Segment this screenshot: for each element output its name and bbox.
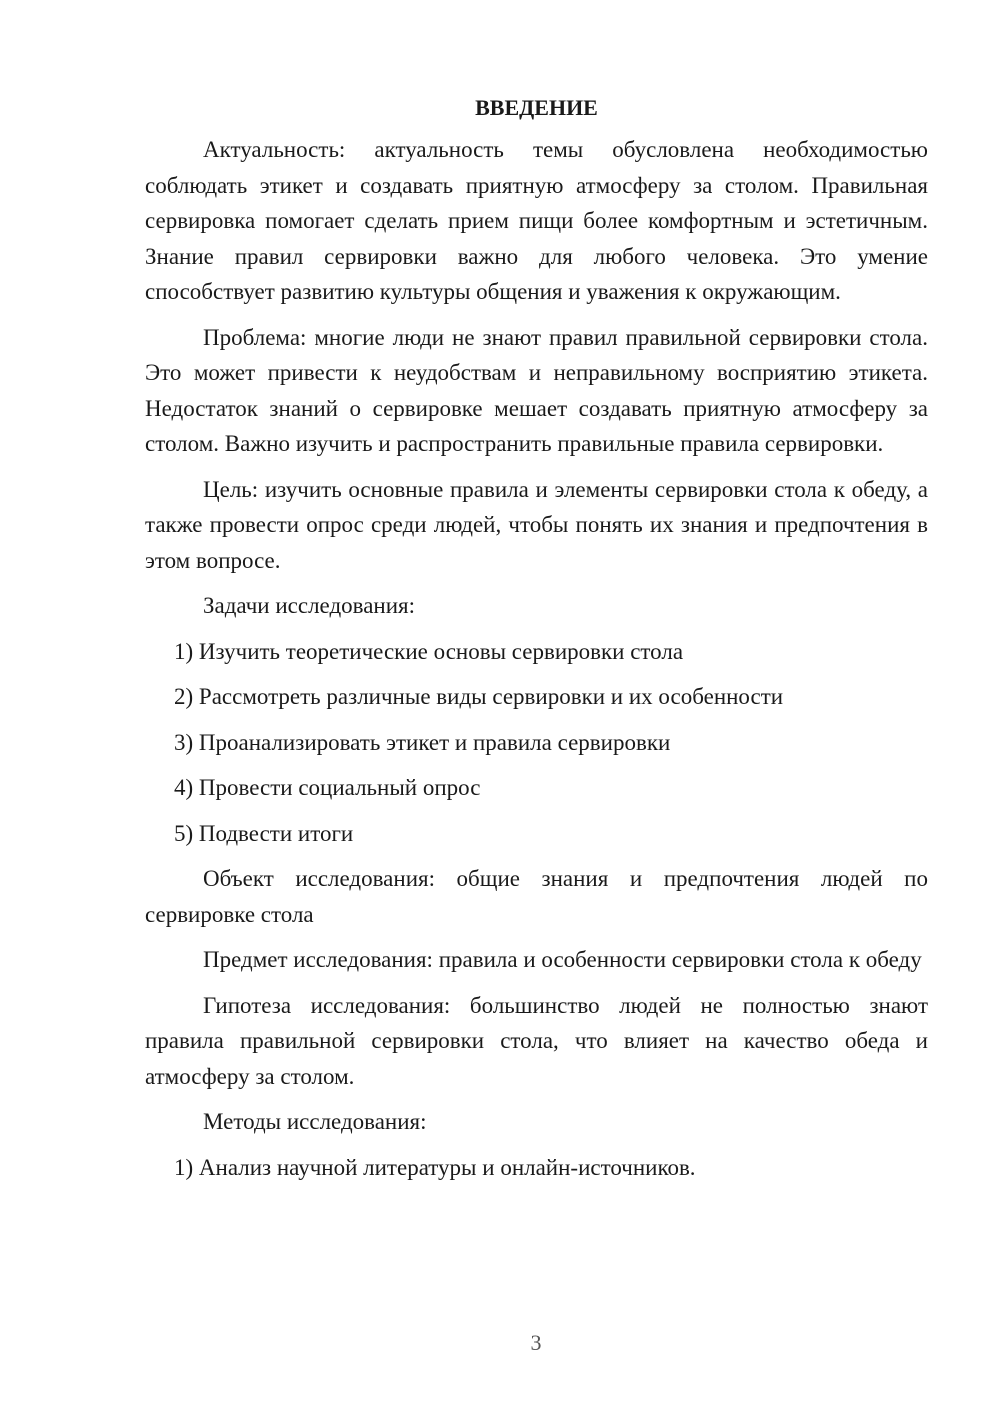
task-item: 4) Провести социальный опрос (174, 775, 481, 800)
relevance-paragraph: Актуальность: актуальность темы обусловлена необходимостью соблюдать этикет и создавать приятную атмосферу за столом. Правильная сервировка помогает сделать прием пищи более комфортным и эстетичным. Знание правил сервировки важно для любого человека. Это умение способствует развитию культуры общения и уважения к окружающим. (145, 137, 928, 304)
methods-list (145, 1150, 928, 1186)
task-item: 5) Подвести итоги (174, 820, 354, 846)
problem-paragraph: Проблема: многие люди не знают правил правильной сервировки стола. Это может привести к неудобствам и неправильному восприятию этикета. Недостаток знаний о сервировке мешает создавать приятную атмосферу за столом. Важно изучить и распространить правильные правила сервировки. (145, 324, 928, 456)
method-item: 1) Анализ научной литературы и онлайн-источников. (174, 1154, 696, 1180)
subject-paragraph: Предмет исследования: правила и особенности сервировки стола к обеду (203, 947, 922, 972)
hypothesis-paragraph: Гипотеза исследования: большинство людей не полностью знают правила правильной сервировки стола, что влияет на качество обеда и атмосферу за столом. (145, 992, 928, 1089)
tasks-heading: Задачи исследования: (203, 593, 416, 618)
task-item: 3) Проанализировать этикет и правила сервировки (174, 729, 671, 755)
task-item: 1) Изучить теоретические основы сервировки стола (174, 638, 684, 664)
object-paragraph: Объект исследования: общие знания и предпочтения людей по сервировке стола (145, 866, 928, 927)
document-page (145, 90, 928, 1195)
tasks-list (145, 634, 928, 852)
methods-heading: Методы исследования: (203, 1109, 427, 1134)
section-title: ВВЕДЕНИЕ (475, 95, 598, 120)
goal-paragraph: Цель: изучить основные правила и элементы сервировки стола к обеду, а также провести опрос среди людей, чтобы понять их знания и предпочтения в этом вопросе. (145, 476, 928, 573)
task-item: 2) Рассмотреть различные виды сервировки и их особенности (174, 684, 784, 709)
page-number: 3 (530, 1330, 542, 1355)
